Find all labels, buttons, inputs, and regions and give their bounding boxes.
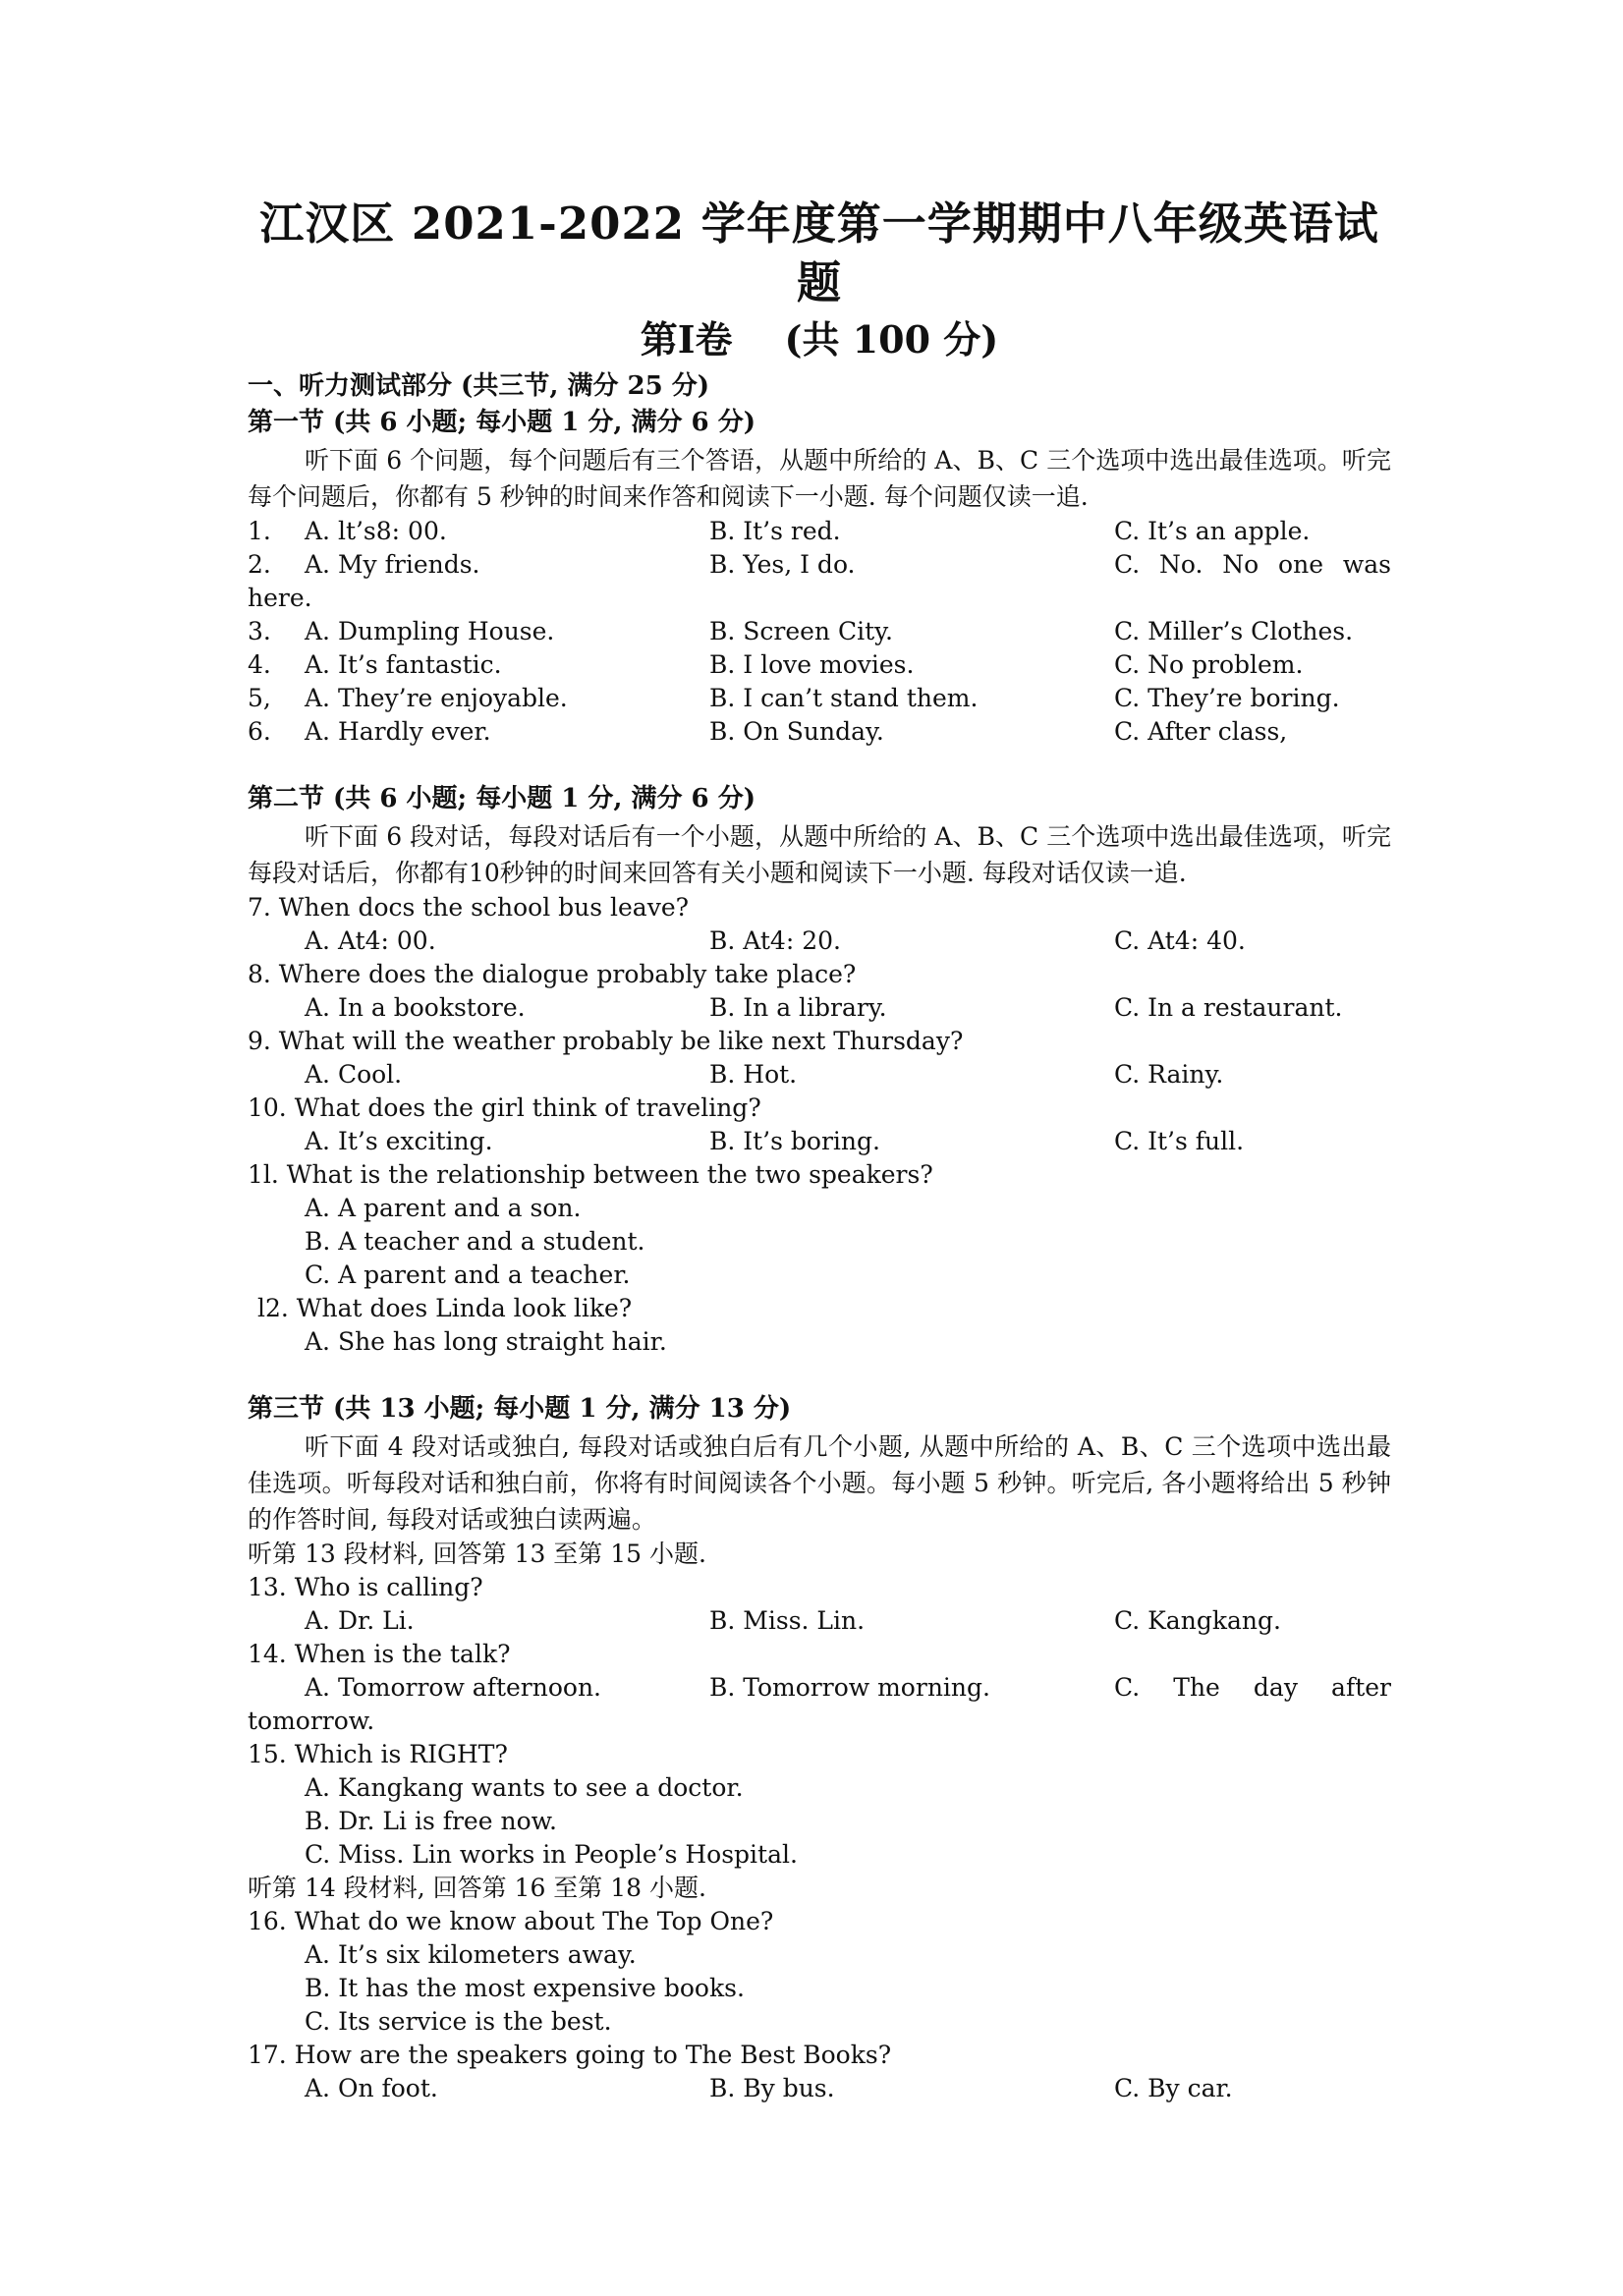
question-number: 5, bbox=[248, 684, 271, 712]
question-2 bbox=[248, 548, 1391, 582]
section1-instructions: 听下面 6 个问题，每个问题后有三个答语，从题中所给的 A、B、C 三个选项中选出最佳选项。听完每个问题后，你都有 5 秒钟的时间来作答和阅读下一小题. 每个问题仅读一追. bbox=[248, 446, 1391, 511]
section2-instructions: 听下面 6 段对话，每段对话后有一个小题，从题中所给的 A、B、C 三个选项中选出最佳选项，听完每段对话后，你都有10秒钟的时间来回答有关小题和阅读下一小题. 每段对话仅读一追. bbox=[248, 822, 1391, 887]
option-c-word: The bbox=[1173, 1673, 1220, 1702]
exam-subtitle: 第Ⅰ卷 (共 100 分) bbox=[640, 317, 999, 362]
question-14-stem: 14. When is the talk? bbox=[248, 1640, 511, 1668]
question-8-options bbox=[248, 991, 1391, 1025]
question-number: 6. bbox=[248, 717, 271, 746]
option-b: B. It’s red. bbox=[709, 517, 841, 545]
question-17-stem: 17. How are the speakers going to The Best Books? bbox=[248, 2041, 892, 2069]
option-a: A. At4: 00. bbox=[305, 926, 436, 955]
section2-heading: 第二节 (共 6 小题; 每小题 1 分, 满分 6 分) bbox=[248, 784, 756, 813]
option-a: A. They’re enjoyable. bbox=[305, 684, 568, 712]
question-14-options bbox=[248, 1671, 1391, 1705]
option-c: C. No problem. bbox=[1114, 650, 1304, 679]
question-6 bbox=[248, 715, 1391, 749]
option-c-word: was bbox=[1342, 550, 1391, 579]
option-c: C. It’s full. bbox=[1114, 1127, 1245, 1155]
option-a: A. Dr. Li. bbox=[305, 1606, 415, 1635]
option-a: A. lt’s8: 00. bbox=[305, 517, 447, 545]
option-c: C. It’s an apple. bbox=[1114, 517, 1311, 545]
option-c: C. Kangkang. bbox=[1114, 1606, 1281, 1635]
question-13-options bbox=[248, 1604, 1391, 1638]
option-a: A. It’s exciting. bbox=[305, 1127, 493, 1155]
option-c-word: C. bbox=[1114, 1673, 1141, 1702]
section1-heading: 第一节 (共 6 小题; 每小题 1 分, 满分 6 分) bbox=[248, 408, 756, 437]
option-a: A. In a bookstore. bbox=[305, 993, 526, 1022]
option-c: C. By car. bbox=[1114, 2074, 1233, 2102]
question-11-stem: 1l. What is the relationship between the two speakers? bbox=[248, 1160, 933, 1189]
question-7-options bbox=[248, 924, 1391, 958]
option-c: C. Rainy. bbox=[1114, 1060, 1224, 1089]
option-b: B. By bus. bbox=[709, 2074, 835, 2102]
option-b: B. Hot. bbox=[709, 1060, 798, 1089]
option-c bbox=[1114, 1671, 1391, 1705]
option-b: B. It’s boring. bbox=[709, 1127, 880, 1155]
question-7-stem: 7. When docs the school bus leave? bbox=[248, 893, 690, 922]
option-a: A. A parent and a son. bbox=[305, 1194, 582, 1222]
option-b: B. Yes, I do. bbox=[709, 550, 856, 579]
option-b: B. I can’t stand them. bbox=[709, 684, 979, 712]
option-c-word: day bbox=[1253, 1673, 1298, 1702]
question-15-stem: 15. Which is RIGHT? bbox=[248, 1740, 508, 1768]
option-c: C. At4: 40. bbox=[1114, 926, 1246, 955]
exam-page bbox=[248, 195, 1391, 2105]
option-a: A. It’s fantastic. bbox=[305, 650, 502, 679]
option-c: C. Miss. Lin works in People’s Hospital. bbox=[305, 1840, 798, 1869]
option-b: B. In a library. bbox=[709, 993, 887, 1022]
option-c-continuation: tomorrow. bbox=[248, 1707, 375, 1735]
option-a: A. Hardly ever. bbox=[305, 717, 491, 746]
option-b: B. Dr. Li is free now. bbox=[305, 1807, 557, 1835]
option-b: B. Tomorrow morning. bbox=[709, 1673, 990, 1702]
question-10-options bbox=[248, 1125, 1391, 1158]
question-number: 2. bbox=[248, 550, 271, 579]
question-13-stem: 13. Who is calling? bbox=[248, 1573, 483, 1601]
option-a: A. Dumpling House. bbox=[305, 617, 555, 645]
question-number: 3. bbox=[248, 617, 271, 645]
option-a: A. She has long straight hair. bbox=[305, 1327, 667, 1356]
part1-heading: 一、听力测试部分 (共三节, 满分 25 分) bbox=[248, 371, 710, 401]
option-b: B. At4: 20. bbox=[709, 926, 841, 955]
option-b: B. I love movies. bbox=[709, 650, 915, 679]
option-c-word: No bbox=[1222, 550, 1259, 579]
question-number: 1. bbox=[248, 517, 271, 545]
option-b: B. Miss. Lin. bbox=[709, 1606, 866, 1635]
option-b: B. Screen City. bbox=[709, 617, 893, 645]
option-c: C. Its service is the best. bbox=[305, 2007, 612, 2036]
material-13-note: 听第 13 段材料, 回答第 13 至第 15 小题. bbox=[248, 1540, 706, 1568]
question-8-stem: 8. Where does the dialogue probably take place? bbox=[248, 960, 857, 988]
option-a: A. It’s six kilometers away. bbox=[305, 1940, 637, 1969]
material-14-note: 听第 14 段材料, 回答第 16 至第 18 小题. bbox=[248, 1874, 706, 1902]
option-c-word: after bbox=[1331, 1673, 1391, 1702]
option-a: A. On foot. bbox=[305, 2074, 438, 2102]
option-c-word: No. bbox=[1159, 550, 1203, 579]
option-b: B. A teacher and a student. bbox=[305, 1227, 645, 1256]
option-a: A. Kangkang wants to see a doctor. bbox=[305, 1773, 744, 1802]
question-9-options bbox=[248, 1058, 1391, 1092]
option-a: A. My friends. bbox=[305, 550, 480, 579]
option-a: A. Tomorrow afternoon. bbox=[305, 1673, 601, 1702]
question-9-stem: 9. What will the weather probably be like next Thursday? bbox=[248, 1027, 964, 1055]
option-b: B. On Sunday. bbox=[709, 717, 884, 746]
option-b: B. It has the most expensive books. bbox=[305, 1974, 745, 2002]
option-a: A. Cool. bbox=[305, 1060, 403, 1089]
exam-title: 江汉区 2021-2022 学年度第一学期期中八年级英语试题 bbox=[259, 197, 1379, 308]
question-17-options bbox=[248, 2072, 1391, 2105]
question-number: 4. bbox=[248, 650, 271, 679]
option-c: C. Miller’s Clothes. bbox=[1114, 617, 1354, 645]
question-16-stem: 16. What do we know about The Top One? bbox=[248, 1907, 774, 1935]
option-c: C. A parent and a teacher. bbox=[305, 1260, 631, 1289]
question-4 bbox=[248, 648, 1391, 682]
question-1 bbox=[248, 515, 1391, 548]
section3-instructions: 听下面 4 段对话或独白, 每段对话或独白后有几个小题, 从题中所给的 A、B、C 三个选项中选出最佳选项。听每段对话和独白前，你将有时间阅读各个小题。每小题 5 秒钟。听完后, 各小题将给出 5 秒钟的作答时间, 每段对话或独白读两遍。 bbox=[248, 1432, 1391, 1534]
question-10-stem: 10. What does the girl think of traveling? bbox=[248, 1093, 761, 1122]
option-c-word: one bbox=[1278, 550, 1323, 579]
question-5 bbox=[248, 682, 1391, 715]
section3-heading: 第三节 (共 13 小题; 每小题 1 分, 满分 13 分) bbox=[248, 1394, 792, 1424]
option-c-continuation: here. bbox=[248, 584, 312, 612]
option-c: C. After class, bbox=[1114, 717, 1288, 746]
option-c: C. They’re boring. bbox=[1114, 684, 1340, 712]
question-12-stem: l2. What does Linda look like? bbox=[257, 1294, 633, 1322]
option-c-word: C. bbox=[1114, 550, 1141, 579]
option-c: C. In a restaurant. bbox=[1114, 993, 1343, 1022]
question-3 bbox=[248, 615, 1391, 648]
option-c bbox=[1114, 548, 1391, 582]
